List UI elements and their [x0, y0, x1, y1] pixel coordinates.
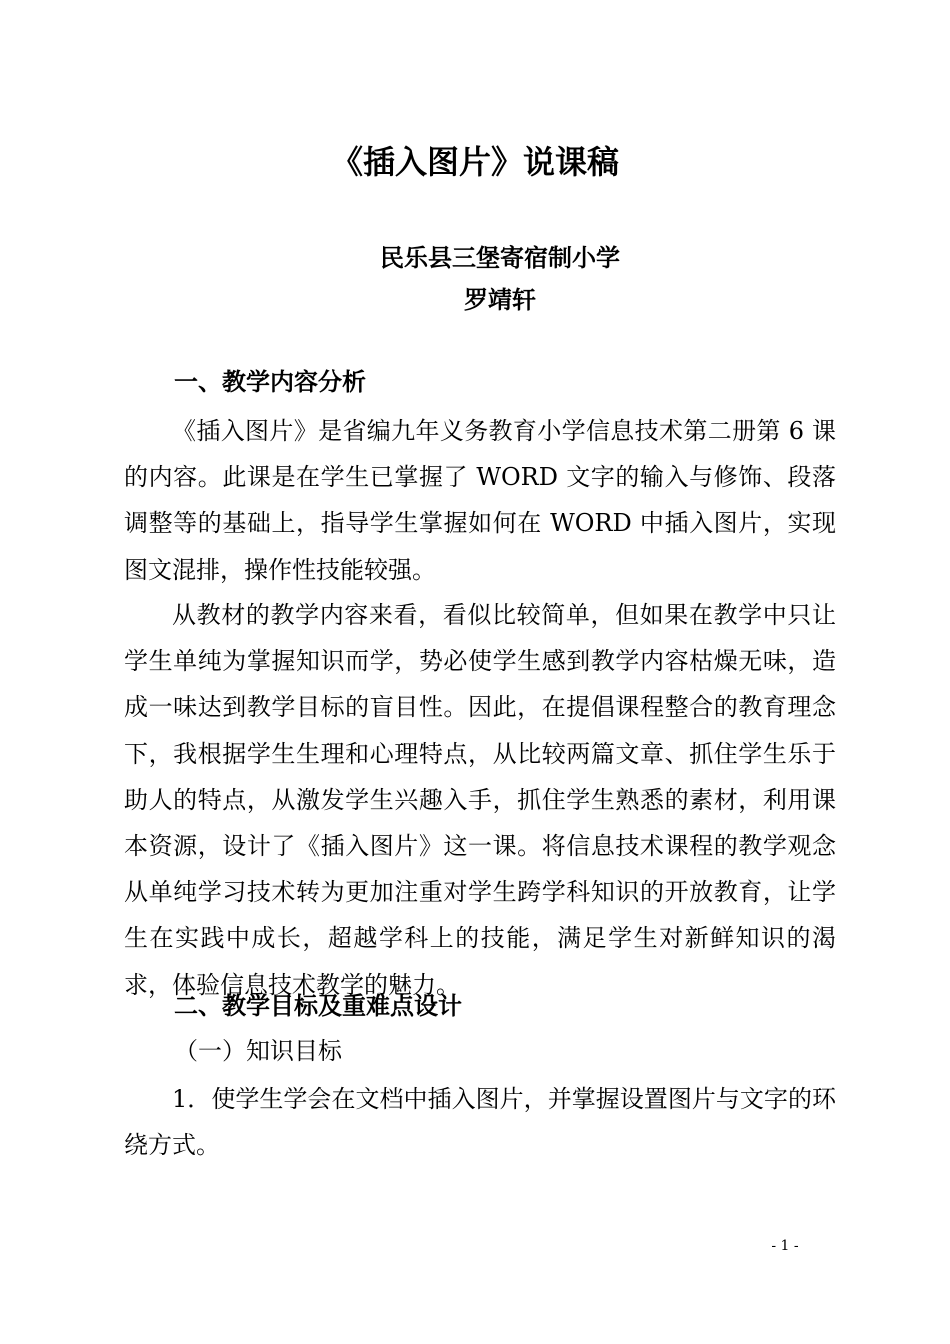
- section-heading-objectives: 二、教学目标及重难点设计: [174, 992, 462, 1020]
- author-name: 罗靖轩: [464, 286, 536, 314]
- paragraph-content-analysis: 从教材的教学内容来看，看似比较简单，但如果在教学中只让学生单纯为掌握知识而学，势必使学生感到教学内容枯燥无味，造成一味达到教学目标的盲目性。因此，在提倡课程整合的教育理念下，我根据学生生理和心理特点，从比较两篇文章、抓住学生乐于助人的特点，从激发学生兴趣入手，抓住学生熟悉的素材，利用课本资源，设计了《插入图片》这一课。将信息技术课程的教学观念从单纯学习技术转为更加注重对学生跨学科知识的开放教育，让学生在实践中成长，超越学科上的技能，满足学生对新鲜知识的渴求，体验信息技术教学的魅力。: [124, 601, 836, 999]
- paragraph-content-intro: 《插入图片》是省编九年义务教育小学信息技术第二册第 6 课的内容。此课是在学生已掌握了 WORD 文字的输入与修饰、段落调整等的基础上，指导学生掌握如何在 WORD 中插入图片，实现图文混排，操作性技能较强。: [124, 417, 836, 584]
- paragraph-knowledge-goal-1: 1．使学生学会在文档中插入图片，并掌握设置图片与文字的环绕方式。: [124, 1085, 836, 1160]
- page-title: 《插入图片》说课稿: [330, 143, 619, 181]
- page-number: - 1 -: [771, 1238, 799, 1254]
- school-name: 民乐县三堡寄宿制小学: [380, 244, 620, 272]
- subheading-knowledge-goals: （一）知识目标: [174, 1037, 342, 1065]
- section-heading-content-analysis: 一、教学内容分析: [174, 368, 366, 396]
